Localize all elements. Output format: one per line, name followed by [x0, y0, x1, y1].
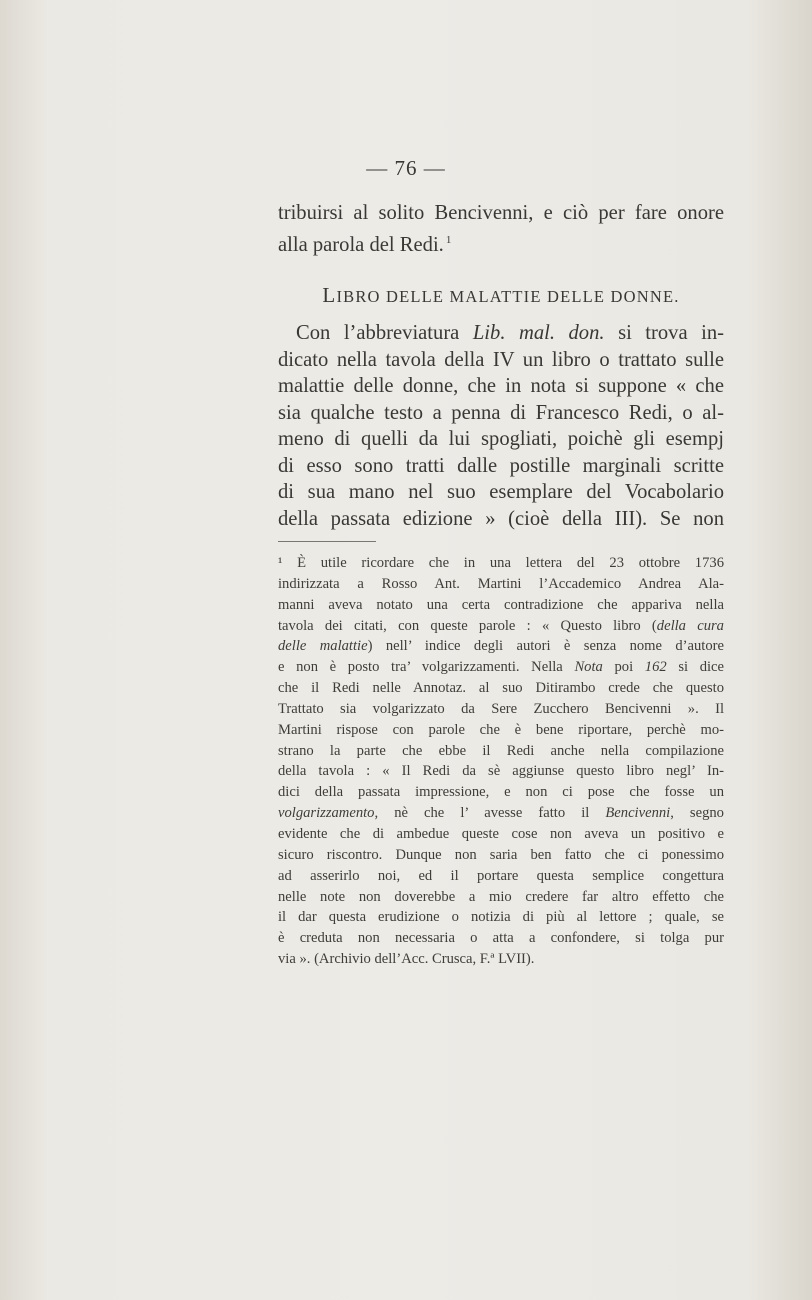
text-line: di sua mano nel suo esemplare del Vocabolario: [278, 481, 724, 503]
italic-text: 162: [644, 659, 667, 676]
text-line: malattie delle donne, che in nota si suppone « che: [278, 375, 724, 397]
footnote-line: manni aveva notato una certa contradizione che appariva nella: [278, 596, 724, 613]
footnote-line: ¹ È utile ricordare che in una lettera del 23 ottobre 1736: [278, 555, 724, 571]
footnote-line: che il Redi nelle Annotaz. al suo Ditirambo crede che questo: [278, 680, 724, 697]
footnote-reference: 1: [445, 233, 452, 246]
footnote-line: nelle note non doverebbe a mio credere far altro effetto che: [278, 888, 724, 905]
title-initial: L: [322, 283, 337, 307]
footnote-line: strano la parte che ebbe il Redi anche nella compilazione: [278, 742, 724, 759]
title-rest: IBRO DELLE MALATTIE DELLE DONNE.: [336, 287, 680, 306]
text-fragment: e non è posto tra’ volgarizzamenti. Nella: [278, 659, 575, 676]
italic-text: volgarizzamento: [278, 805, 375, 822]
footnote-line: il dar questa erudizione o notizia di più al lettore ; quale, se: [278, 909, 724, 926]
text-line: [278, 227, 724, 259]
footnote-line: [278, 616, 724, 637]
footnote-line: ad asserirlo noi, ed il portare questa semplice congettura: [278, 867, 724, 884]
footnote-line: indirizzata a Rosso Ant. Martini l’Accademico Andrea Ala-: [278, 575, 724, 592]
section-title: [278, 283, 724, 308]
text-line: meno di quelli da lui spogliati, poichè gli esempj: [278, 428, 724, 450]
footnote-line: Martini rispose con parole che è bene riportare, perchè mo-: [278, 721, 724, 738]
text-line: sia qualche testo a penna di Francesco Redi, o al-: [278, 401, 724, 424]
footnote-line: dici della passata impressione, e non ci pose che fosse un: [278, 784, 724, 801]
text-fragment: poi: [602, 659, 645, 676]
text-fragment: , segno: [670, 805, 724, 822]
main-paragraph: [278, 320, 724, 532]
italic-text: delle malattie: [278, 638, 368, 655]
text-fragment: , nè che l’ avesse fatto il: [374, 805, 606, 822]
footnote-line: [278, 657, 724, 678]
footnote-line: della tavola : « Il Redi da sè aggiunse questo libro negl’ In-: [278, 763, 724, 780]
text-line: della passata edizione » (cioè della III). Se non: [278, 507, 724, 530]
italic-text: Bencivenni: [605, 805, 671, 822]
text-line: [278, 320, 724, 347]
text-fragment: si trova in-: [604, 322, 725, 344]
text-line: di esso sono tratti dalle postille marginali scritte: [278, 454, 724, 477]
text-fragment: ) nell’ indice degli autori è senza nome d’autore: [367, 638, 724, 655]
footnote-line: Trattato sia volgarizzato da Sere Zucchero Bencivenni ». Il: [278, 700, 724, 717]
text-fragment: si dice: [666, 659, 725, 676]
page-number: — 76 —: [366, 156, 446, 180]
text-fragment: alla parola del Redi.: [278, 233, 444, 256]
footnote-line: evidente che di ambedue queste cose non aveva un positivo e: [278, 825, 724, 842]
italic-abbreviation: Lib. mal. don.: [472, 322, 605, 344]
footnote-line: è creduta non necessaria o atta a confondere, si tolga pur: [278, 930, 724, 947]
footnote-divider: [278, 541, 376, 542]
footnote-line: [278, 636, 724, 657]
footnote-line: [278, 803, 724, 824]
continuation-text: [278, 200, 724, 258]
footnote-line: sicuro riscontro. Dunque non saria ben fatto che ci ponessimo: [278, 846, 724, 863]
text-fragment: tavola dei citati, con queste parole : « Questo libro (: [278, 617, 657, 634]
italic-text: Nota: [574, 659, 603, 676]
footnote-line: via ». (Archivio dell’Acc. Crusca, F.ª LVII).: [278, 951, 535, 968]
text-fragment: Con l’abbreviatura: [296, 322, 473, 344]
text-line: dicato nella tavola della IV un libro o trattato sulle: [278, 348, 724, 371]
text-line: tribuirsi al solito Bencivenni, e ciò per fare onore: [278, 202, 724, 224]
italic-text: della cura: [656, 617, 724, 634]
footnote: [278, 553, 724, 970]
